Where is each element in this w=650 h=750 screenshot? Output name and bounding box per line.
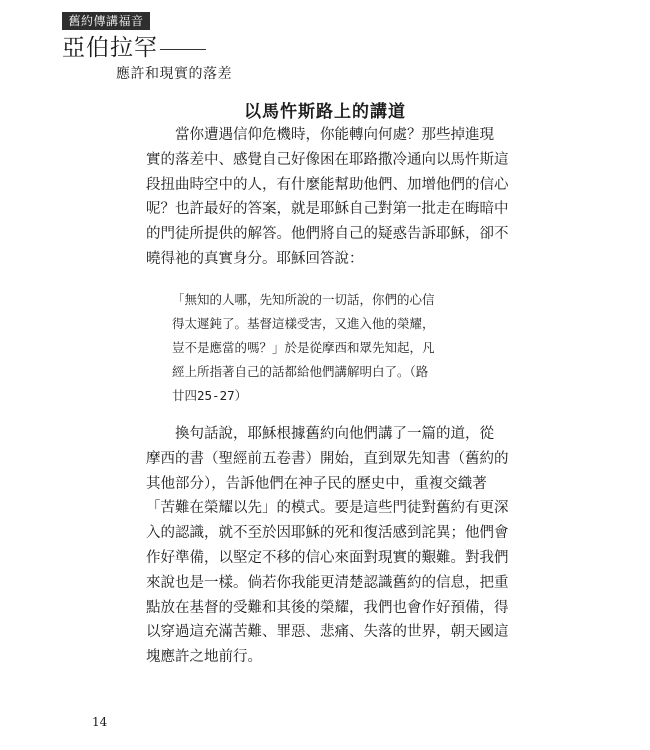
paragraph-line: 的門徒所提供的解答。他們將自己的疑惑告訴耶穌，卻不 <box>146 226 509 243</box>
paragraph-line: 入的認識，就不至於因耶穌的死和復活感到詫異；他們會 <box>146 525 509 542</box>
paragraph-line: 塊應許之地前行。 <box>146 649 262 666</box>
paragraph-line: 來說也是一樣。倘若你我能更清楚認識舊約的信息，把重 <box>146 574 509 591</box>
quote-line: 得太遲鈍了。基督這樣受害，又進入他的榮耀， <box>172 316 435 331</box>
paragraph-line: 其他部分），告訴他們在神子民的歷史中，重複交織著 <box>146 475 487 492</box>
paragraph-line: 實的落差中、感覺自己好像困在耶路撒冷通向以馬忤斯這 <box>146 151 509 168</box>
book-subtitle: 應許和現實的落差 <box>116 66 232 82</box>
series-badge: 舊約傳講福音 <box>62 12 150 30</box>
paragraph-line: 當你遭遇信仰危機時，你能轉向何處？那些掉進現 <box>146 127 494 143</box>
paragraph-2 <box>146 422 509 670</box>
paragraph-line: 作好準備，以堅定不移的信心來面對現實的艱難。對我們 <box>146 549 509 566</box>
book-title: 亞伯拉罕 <box>62 35 158 61</box>
page-number: 14 <box>92 715 108 729</box>
quote-line: 廿四25-27） <box>172 388 248 403</box>
title-rule <box>160 49 206 50</box>
paragraph-line: 段扭曲時空中的人，有什麼能幫助他們、加增他們的信心 <box>146 176 509 193</box>
section-heading: 以馬忤斯路上的講道 <box>244 102 406 122</box>
quote-line: 「無知的人哪，先知所說的一切話，你們的心信 <box>172 292 435 307</box>
paragraph-line: 換句話說，耶穌根據舊約向他們講了一篇的道，從 <box>146 426 494 442</box>
scripture-quote <box>172 288 506 408</box>
quote-line: 經上所指著自己的話都給他們講解明白了。（路 <box>172 364 429 379</box>
paragraph-line: 呢？也許最好的答案，就是耶穌自己對第一批走在晦暗中 <box>146 201 509 218</box>
paragraph-1 <box>146 123 509 272</box>
paragraph-line: 「苦難在榮耀以先」的模式。要是這些門徒對舊約有更深 <box>146 500 509 517</box>
paragraph-line: 摩西的書（聖經前五卷書）開始，直到眾先知書（舊約的 <box>146 450 509 467</box>
paragraph-line: 曉得祂的真實身分。耶穌回答說： <box>146 250 364 267</box>
quote-line: 豈不是應當的嗎？」於是從摩西和眾先知起，凡 <box>172 340 435 355</box>
paragraph-line: 點放在基督的受難和其後的榮耀，我們也會作好預備，得 <box>146 599 509 616</box>
paragraph-line: 以穿過這充滿苦難、罪惡、悲痛、失落的世界，朝天國這 <box>146 624 509 641</box>
